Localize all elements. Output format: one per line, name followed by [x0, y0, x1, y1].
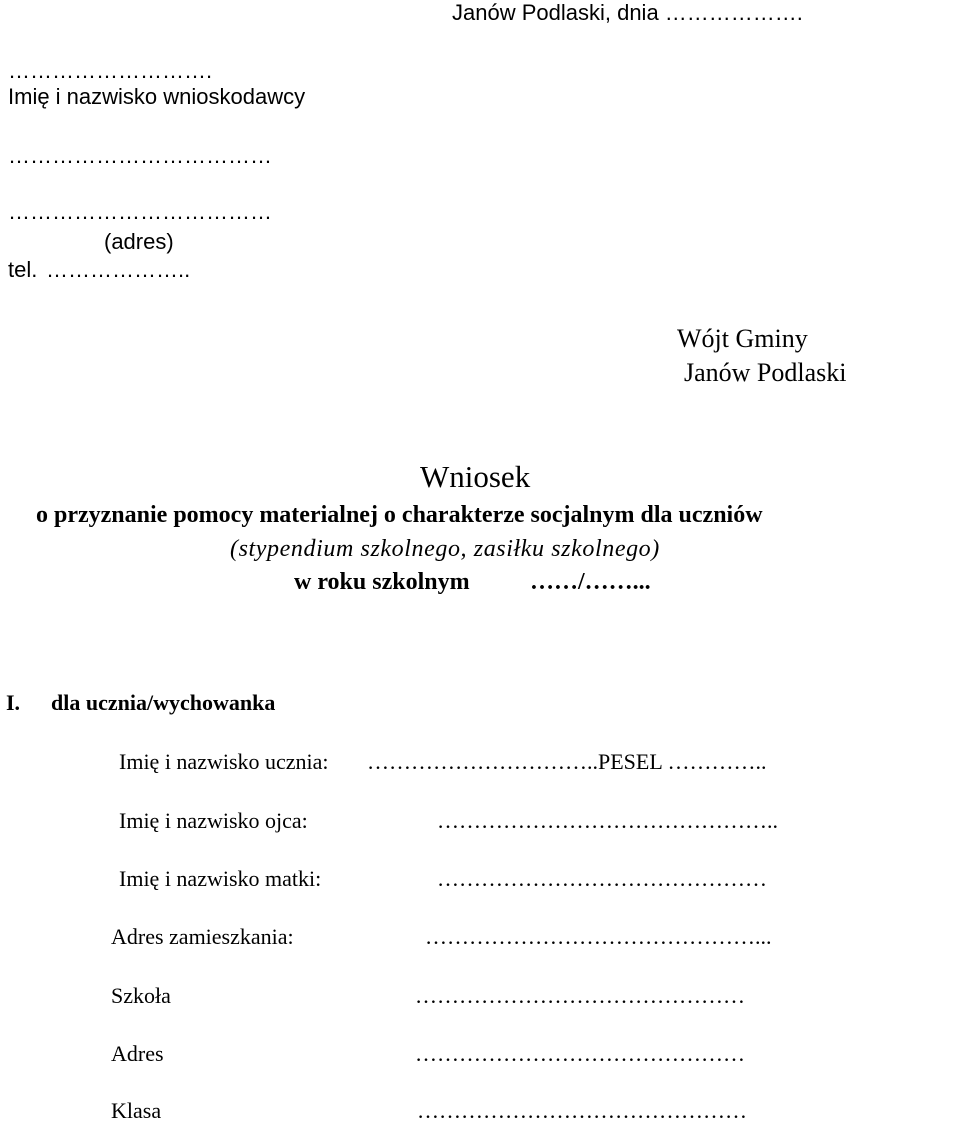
- field-value: ………………………………………: [437, 866, 767, 891]
- recipient-line-2: Janów Podlaski: [684, 358, 847, 387]
- school-year-label: w roku szkolnym: [294, 569, 470, 595]
- field-label: Imię i nazwisko ojca:: [119, 808, 308, 833]
- applicant-name-label: Imię i nazwisko wnioskodawcy: [8, 84, 306, 109]
- field-label: Adres: [111, 1041, 164, 1066]
- field-value: ………………………………………: [417, 1098, 747, 1123]
- field-value: ………………………………………: [415, 983, 745, 1008]
- section-number: I.: [6, 690, 21, 715]
- field-label: Adres zamieszkania:: [111, 924, 294, 949]
- field-value: …………………………..PESEL …………..: [367, 749, 767, 774]
- applicant-name-dots: ……………………….: [8, 58, 213, 83]
- document-subtitle: o przyznanie pomocy materialnej o charakterze socjalnym dla uczniów: [36, 502, 763, 528]
- field-label: Imię i nazwisko matki:: [119, 866, 322, 891]
- phone-dots: ………………..: [46, 257, 191, 282]
- field-value: ………………………………………...: [425, 924, 772, 949]
- address-label: (adres): [104, 229, 174, 254]
- field-value: ………………………………………..: [437, 808, 778, 833]
- document-title: Wniosek: [420, 459, 531, 494]
- field-label: Szkoła: [111, 983, 171, 1008]
- phone-label: tel.: [8, 257, 38, 282]
- field-label: Klasa: [111, 1098, 162, 1123]
- school-year-blank: ……/……...: [530, 569, 651, 595]
- field-value: ………………………………………: [415, 1041, 745, 1066]
- document-note: (stypendium szkolnego, zasiłku szkolnego): [230, 536, 660, 562]
- section-heading: dla ucznia/wychowanka: [51, 690, 276, 715]
- address-dots-2: ………………………………: [8, 199, 272, 224]
- address-dots-1: ………………………………: [8, 143, 272, 168]
- recipient-line-1: Wójt Gminy: [677, 324, 808, 353]
- place-date-line: Janów Podlaski, dnia ……………….: [452, 0, 803, 25]
- field-label: Imię i nazwisko ucznia:: [119, 749, 329, 774]
